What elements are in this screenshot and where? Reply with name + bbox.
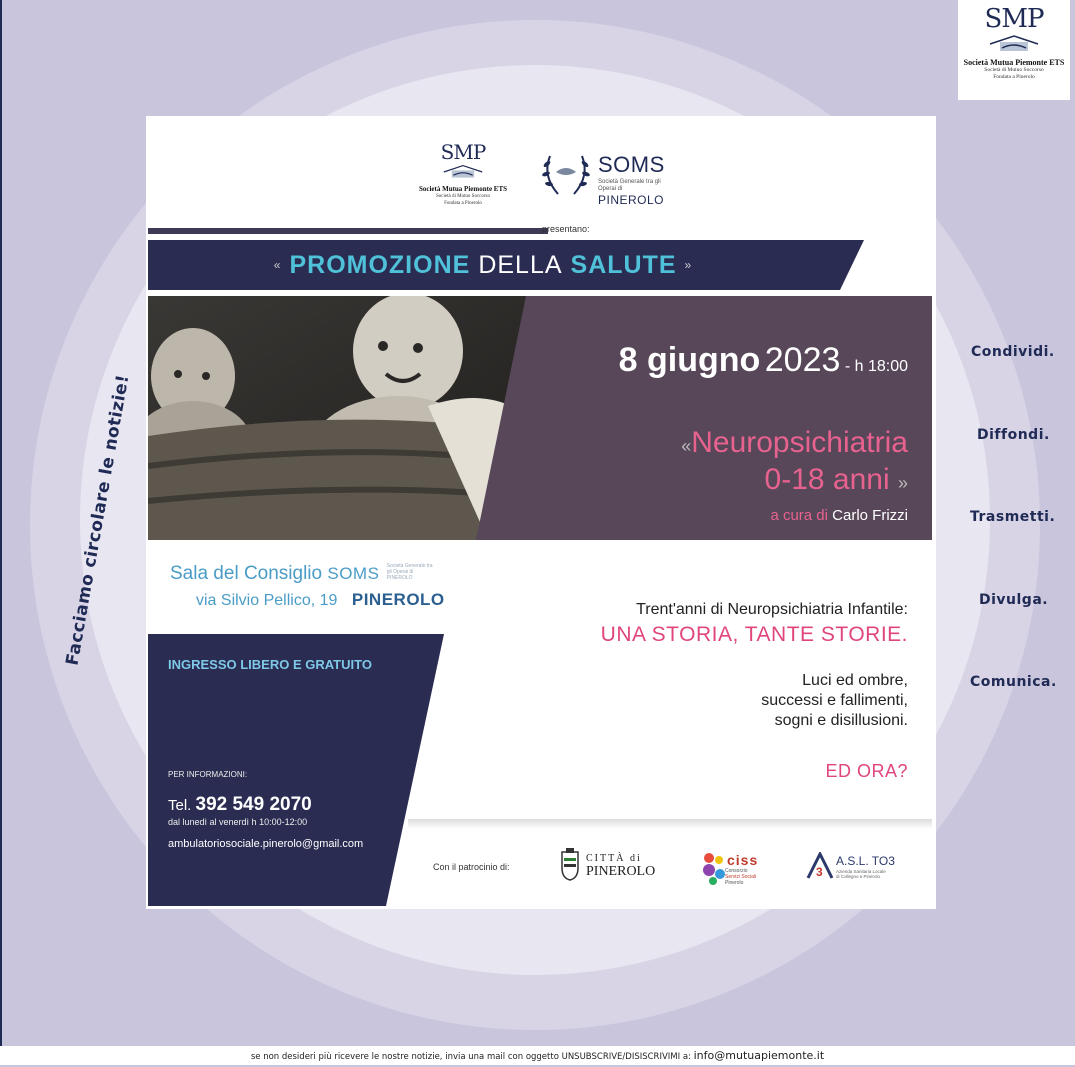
footer-text: se non desideri più ricevere le nostre notizie, invia una mail con oggetto UNSUBSCRIVE/DISISCRIVIMI a:: [250, 1052, 691, 1062]
laurel-wreath-icon: [540, 146, 592, 200]
top-divider: [148, 228, 548, 234]
smp-sub2: Fondata a Pinerolo: [993, 74, 1035, 80]
banner-word-promozione: PROMOZIONE: [289, 250, 471, 279]
asl-mark-icon: [806, 852, 834, 880]
banner-open-mark: «: [273, 258, 282, 272]
event-hour: - h 18:00: [844, 358, 908, 375]
ciss-dots-icon: [701, 850, 727, 886]
story-line-5: sogni e disillusioni.: [774, 712, 908, 729]
soms-subtitle: Società Generale tra gli Operai di: [598, 179, 661, 192]
flyer-header-logos: [408, 138, 678, 218]
event-day: 8 giugno: [618, 341, 761, 379]
venue-street: via Silvio Pellico, 19: [196, 592, 338, 609]
handshake-icon: [438, 164, 488, 180]
topic-open-quote: «: [681, 436, 692, 456]
venue-city: PINEROLO: [351, 590, 445, 609]
asl-to3-logo: [806, 852, 906, 884]
curator-prefix: a cura di: [770, 507, 828, 524]
venue-hall: [170, 563, 435, 585]
flyer-soms-logo: [540, 146, 680, 206]
patronage-divider: [408, 819, 932, 829]
story-headline: UNA STORIA, TANTE STORIE.: [600, 623, 908, 646]
left-edge-line: [0, 0, 2, 1046]
handshake-icon: [986, 34, 1042, 54]
soms-city: PINEROLO: [598, 193, 665, 207]
ciss-sub-3: Pinerolo: [725, 880, 744, 886]
story-question: ED ORA?: [825, 761, 908, 781]
banner-word-della: DELLA: [478, 250, 563, 279]
asl-sub-1: Azienda Sanitaria Locale: [836, 869, 886, 874]
topic-age-range: 0-18 anni: [764, 463, 890, 496]
story-line-4: successi e fallimenti,: [761, 692, 908, 709]
ciss-name: ciss: [727, 852, 759, 868]
curator-name: Carlo Frizzi: [832, 507, 908, 524]
soms-title: SOMS: [598, 152, 665, 177]
patronage-label: Con il patrocinio di:: [433, 862, 510, 872]
share-tagline: Facciamo circolare le notizie!: [62, 372, 134, 668]
smp-sub1: Società di Mutuo Soccorso: [984, 67, 1044, 73]
right-word-condividi: Condividi.: [971, 344, 1055, 360]
office-hours: dal lunedì al venerdì h 10:00-12:00: [168, 817, 308, 827]
flyer-smp-logo: [408, 138, 518, 207]
asl-sub-2: di Collegno e Pinerolo: [836, 874, 881, 879]
date-panel-shape: [146, 296, 932, 540]
entry-free: INGRESSO LIBERO E GRATUITO: [168, 657, 372, 672]
banner-title: [148, 240, 818, 290]
venue-hall-name: Sala del Consiglio: [170, 563, 323, 584]
phone-prefix: Tel.: [168, 797, 192, 814]
topic-line-1: [681, 426, 908, 460]
right-word-divulga: Divulga.: [979, 592, 1049, 608]
promotion-banner: [148, 240, 864, 290]
info-label: PER INFORMAZIONI:: [168, 770, 248, 779]
date-panel: [146, 296, 932, 540]
citta-pinerolo-logo: [558, 848, 668, 884]
flyer-smp-sub2: Fondata a Pinerolo: [444, 201, 482, 206]
unsubscribe-footer: [0, 1046, 1075, 1065]
topic-close-quote: »: [897, 473, 908, 493]
venue-soms: SOMS: [327, 564, 380, 583]
city-crest-icon: [558, 848, 582, 882]
flyer-smp-name: Società Mutua Piemonte ETS: [418, 185, 508, 193]
story-intro: Trent'anni di Neuropsichiatria Infantile:: [636, 601, 908, 618]
svg-text:3: 3: [816, 865, 823, 879]
contact-email[interactable]: ambulatoriosociale.pinerolo@gmail.com: [168, 838, 364, 850]
flyer-smp-sub1: Società di Mutuo Soccorso: [435, 194, 491, 199]
event-date: [619, 341, 908, 380]
venue-soms-tiny: Società Generale tra gli Operai di PINEROLO: [386, 563, 433, 581]
citta-label: CITTÀ di: [586, 853, 642, 864]
story-body: [608, 671, 908, 731]
venue-address: [196, 590, 445, 610]
ciss-sub-1: Consorzio: [725, 868, 748, 874]
asl-name: A.S.L. TO3: [836, 854, 895, 868]
event-flyer: [146, 116, 936, 909]
asl-subtitle: [836, 869, 886, 879]
right-word-comunica: Comunica.: [970, 674, 1057, 690]
ciss-sub-2: Servizi Sociali: [725, 874, 757, 880]
banner-word-salute: SALUTE: [570, 250, 677, 279]
ciss-subtitle: [725, 868, 756, 886]
presentano-label: presentano:: [542, 224, 590, 234]
smp-logo-letters: SMP: [984, 4, 1044, 34]
footer-email[interactable]: info@mutuapiemonte.it: [693, 1049, 825, 1062]
phone-number[interactable]: [168, 794, 312, 816]
right-word-diffondi: Diffondi.: [977, 427, 1050, 443]
flyer-smp-letters: SMP: [440, 140, 486, 164]
smp-corner-logo[interactable]: [958, 0, 1070, 100]
curator: [770, 507, 908, 524]
citta-name: PINEROLO: [586, 864, 656, 879]
event-year: 2023: [764, 341, 841, 379]
topic-line-2: [765, 463, 908, 497]
story-line-3: Luci ed ombre,: [802, 672, 908, 689]
topic-title: Neuropsichiatria: [691, 426, 908, 459]
ciss-logo: [701, 848, 771, 888]
right-word-trasmetti: Trasmetti.: [970, 509, 1056, 525]
phone-value: 392 549 2070: [195, 794, 312, 815]
smp-name: Società Mutua Piemonte ETS: [963, 58, 1065, 67]
banner-close-mark: »: [684, 258, 693, 272]
